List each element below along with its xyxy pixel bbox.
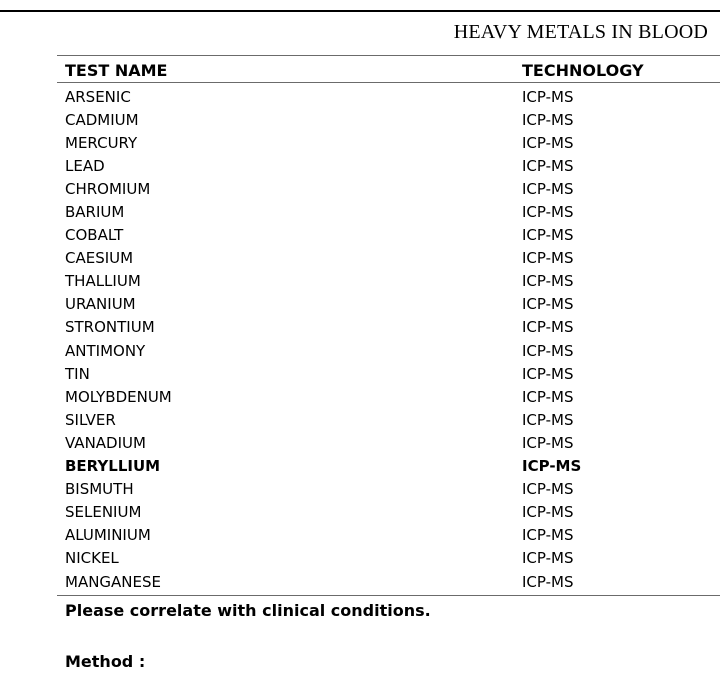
- table-row: [57, 570, 720, 593]
- test-name-cell: STRONTIUM: [65, 318, 155, 337]
- technology-cell: ICP-MS: [522, 433, 574, 452]
- technology-cell: ICP-MS: [522, 203, 574, 222]
- technology-cell: ICP-MS: [522, 526, 574, 545]
- technology-cell: ICP-MS: [522, 133, 574, 152]
- header-test-name: TEST NAME: [65, 60, 168, 80]
- technology-cell: ICP-MS: [522, 226, 574, 245]
- report-title: HEAVY METALS IN BLOOD: [453, 21, 708, 43]
- test-name-cell: COBALT: [65, 226, 124, 245]
- table-row: [57, 408, 720, 431]
- table-row: [57, 85, 720, 108]
- test-name-cell: CHROMIUM: [65, 179, 151, 198]
- technology-cell: ICP-MS: [522, 87, 574, 106]
- table-row: [57, 293, 720, 316]
- table-row: [57, 270, 720, 293]
- test-name-cell: TIN: [65, 364, 90, 383]
- table-row: [57, 547, 720, 570]
- test-name-cell: MOLYBDENUM: [65, 387, 172, 406]
- test-name-cell: ALUMINIUM: [65, 526, 151, 545]
- table-row: [57, 431, 720, 454]
- table-row: [57, 247, 720, 270]
- table-row: [57, 362, 720, 385]
- test-name-cell: SELENIUM: [65, 503, 142, 522]
- technology-cell: ICP-MS: [522, 572, 574, 591]
- test-name-cell: CADMIUM: [65, 110, 139, 129]
- technology-cell: ICP-MS: [522, 110, 574, 129]
- technology-cell: ICP-MS: [522, 272, 574, 291]
- test-name-cell: THALLIUM: [65, 272, 141, 291]
- results-table: [57, 58, 720, 596]
- table-header: [57, 58, 720, 82]
- technology-cell: ICP-MS: [522, 156, 574, 175]
- table-row: [57, 108, 720, 131]
- table-row: [57, 524, 720, 547]
- technology-cell: ICP-MS: [522, 364, 574, 383]
- technology-cell: ICP-MS: [522, 387, 574, 406]
- test-name-cell: BERYLLIUM: [65, 457, 161, 476]
- header-divider: [57, 82, 720, 83]
- table-body: [57, 85, 720, 593]
- test-name-cell: MERCURY: [65, 133, 138, 152]
- test-name-cell: VANADIUM: [65, 433, 146, 452]
- technology-cell: ICP-MS: [522, 410, 574, 429]
- technology-cell: ICP-MS: [522, 318, 574, 337]
- technology-cell: ICP-MS: [522, 549, 574, 568]
- test-name-cell: LEAD: [65, 156, 105, 175]
- table-row: [57, 154, 720, 177]
- test-name-cell: ANTIMONY: [65, 341, 146, 360]
- table-row: [57, 501, 720, 524]
- technology-cell: ICP-MS: [522, 480, 574, 499]
- test-name-cell: ARSENIC: [65, 87, 131, 106]
- test-name-cell: NICKEL: [65, 549, 119, 568]
- technology-cell: ICP-MS: [522, 295, 574, 314]
- technology-cell: ICP-MS: [522, 503, 574, 522]
- table-row: [57, 385, 720, 408]
- test-name-cell: URANIUM: [65, 295, 136, 314]
- technology-cell: ICP-MS: [522, 249, 574, 268]
- table-row: [57, 455, 720, 478]
- table-row: [57, 339, 720, 362]
- technology-cell: ICP-MS: [522, 457, 582, 476]
- table-row: [57, 478, 720, 501]
- clinical-note: Please correlate with clinical conditions.: [65, 601, 431, 620]
- table-row: [57, 200, 720, 223]
- technology-cell: ICP-MS: [522, 341, 574, 360]
- test-name-cell: SILVER: [65, 410, 116, 429]
- test-name-cell: BARIUM: [65, 203, 125, 222]
- header-technology: TECHNOLOGY: [522, 60, 644, 80]
- table-row: [57, 316, 720, 339]
- test-name-cell: BISMUTH: [65, 480, 134, 499]
- test-name-cell: MANGANESE: [65, 572, 162, 591]
- title-divider: [57, 55, 720, 56]
- top-rule: [0, 10, 720, 12]
- technology-cell: ICP-MS: [522, 179, 574, 198]
- table-row: [57, 177, 720, 200]
- method-label: Method :: [65, 652, 146, 671]
- test-name-cell: CAESIUM: [65, 249, 134, 268]
- table-row: [57, 131, 720, 154]
- table-row: [57, 224, 720, 247]
- table-bottom-divider: [57, 595, 720, 596]
